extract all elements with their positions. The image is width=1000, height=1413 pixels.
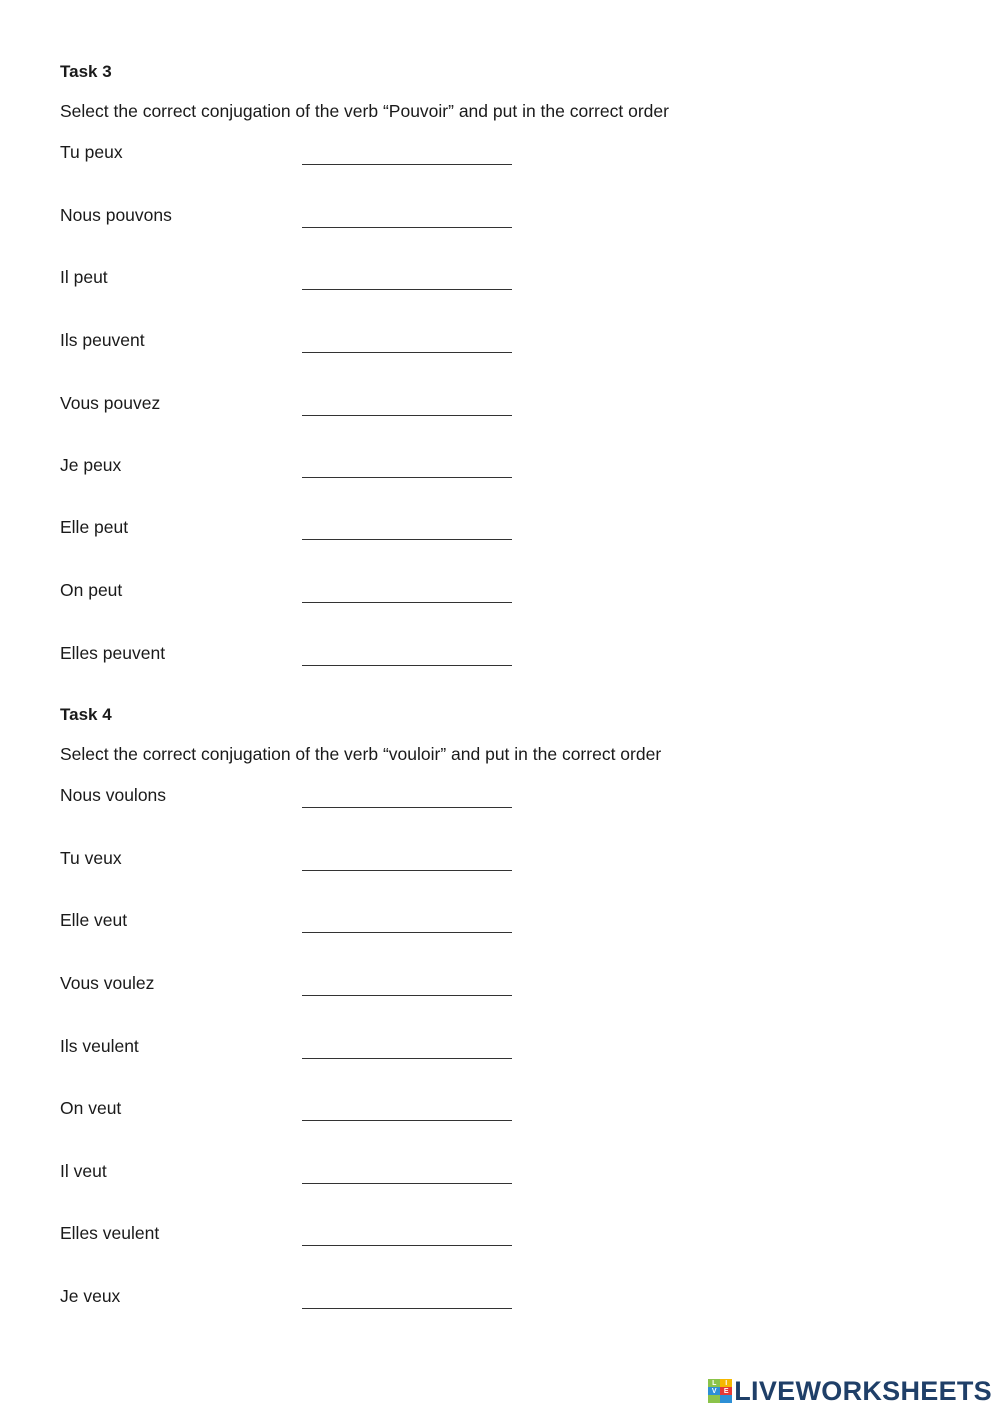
task4-title: Task 4 [60, 705, 112, 724]
task4-answer-input[interactable] [302, 851, 512, 871]
task4-instruction: Select the correct conjugation of the verb “vouloir” and put in the correct order [60, 744, 662, 764]
task3-answer-input[interactable] [302, 145, 512, 165]
logo-letter-l: L [708, 1379, 720, 1387]
task4-row [60, 1098, 520, 1124]
task4-pronoun-label: Je veux [60, 1286, 121, 1306]
task3-pronoun-label: Il peut [60, 267, 108, 287]
task4-pronoun-label: Ils veulent [60, 1036, 139, 1056]
task4-pronoun-label: Vous voulez [60, 973, 155, 993]
task4-answer-input[interactable] [302, 1101, 512, 1121]
task3-row [60, 455, 520, 481]
task3-answer-input[interactable] [302, 520, 512, 540]
logo-wordmark: LIVEWORKSHEETS [734, 1375, 992, 1406]
task4-pronoun-label: On veut [60, 1098, 122, 1118]
task3-row [60, 205, 520, 231]
task4-answer-input[interactable] [302, 1289, 512, 1309]
task4-row [60, 1223, 520, 1249]
task3-answer-input[interactable] [302, 396, 512, 416]
task3-pronoun-label: Tu peux [60, 142, 123, 162]
task3-instruction: Select the correct conjugation of the verb “Pouvoir” and put in the correct order [60, 101, 669, 121]
task4-row [60, 1161, 520, 1187]
task3-pronoun-label: Je peux [60, 455, 122, 475]
task4-pronoun-label: Elles veulent [60, 1223, 160, 1243]
task3-row [60, 580, 520, 606]
task3-row [60, 330, 520, 356]
logo-block [708, 1395, 720, 1403]
task3-row [60, 267, 520, 293]
logo-block [720, 1395, 732, 1403]
task3-answer-input[interactable] [302, 646, 512, 666]
logo-letter-i: I [720, 1379, 732, 1387]
task4-row [60, 785, 520, 811]
task4-row [60, 1036, 520, 1062]
task3-pronoun-label: Elle peut [60, 517, 129, 537]
task3-row [60, 517, 520, 543]
task4-answer-input[interactable] [302, 788, 512, 808]
task3-title: Task 3 [60, 62, 112, 81]
task4-row [60, 910, 520, 936]
task3-pronoun-label: Vous pouvez [60, 393, 161, 413]
task4-answer-input[interactable] [302, 976, 512, 996]
task4-row [60, 973, 520, 999]
task4-answer-input[interactable] [302, 913, 512, 933]
task3-row [60, 393, 520, 419]
task4-pronoun-label: Tu veux [60, 848, 122, 868]
task3-answer-input[interactable] [302, 458, 512, 478]
task4-pronoun-label: Il veut [60, 1161, 107, 1181]
task3-pronoun-label: Ils peuvent [60, 330, 145, 350]
liveworksheets-logo [708, 1377, 992, 1405]
task3-pronoun-label: Elles peuvent [60, 643, 166, 663]
logo-letter-v: V [708, 1387, 720, 1395]
task3-answer-input[interactable] [302, 208, 512, 228]
logo-letter-e: E [720, 1387, 732, 1395]
task3-row [60, 643, 520, 669]
task3-row [60, 142, 520, 168]
task3-pronoun-label: On peut [60, 580, 123, 600]
task4-pronoun-label: Nous voulons [60, 785, 167, 805]
task3-answer-input[interactable] [302, 270, 512, 290]
task3-answer-input[interactable] [302, 583, 512, 603]
task4-pronoun-label: Elle veut [60, 910, 128, 930]
liveworksheets-logo-icon [708, 1379, 732, 1403]
task4-answer-input[interactable] [302, 1039, 512, 1059]
task3-pronoun-label: Nous pouvons [60, 205, 172, 225]
task3-answer-input[interactable] [302, 333, 512, 353]
task4-answer-input[interactable] [302, 1226, 512, 1246]
task4-row [60, 848, 520, 874]
task4-row [60, 1286, 520, 1312]
task4-answer-input[interactable] [302, 1164, 512, 1184]
